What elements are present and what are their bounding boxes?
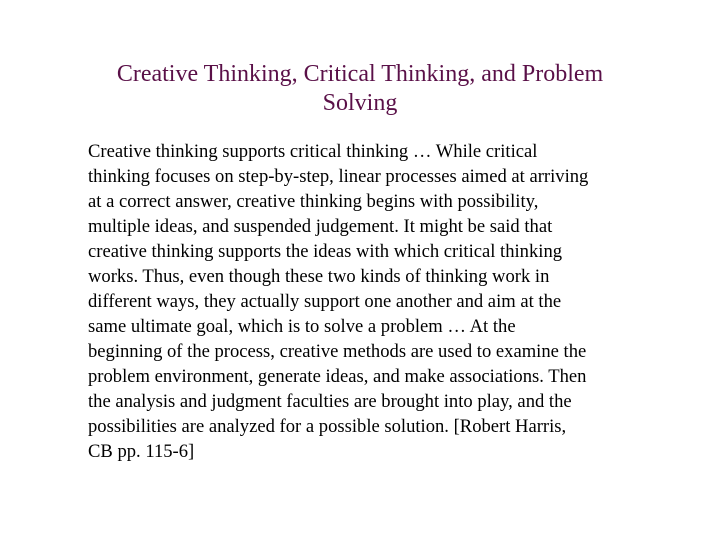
body-line: problem environment, generate ideas, and make associations. Then xyxy=(88,366,587,387)
body-line: same ultimate goal, which is to solve a problem … At the xyxy=(88,316,516,337)
body-line: multiple ideas, and suspended judgement. It might be said that xyxy=(88,216,553,237)
slide-body-text xyxy=(88,139,660,464)
body-line: creative thinking supports the ideas with which critical thinking xyxy=(88,241,563,262)
body-line: CB pp. 115-6] xyxy=(88,441,195,462)
body-line: works. Thus, even though these two kinds of thinking work in xyxy=(88,266,550,287)
body-line: thinking focuses on step-by-step, linear processes aimed at arriving xyxy=(88,166,589,187)
body-line: the analysis and judgment faculties are brought into play, and the xyxy=(88,391,572,412)
body-line: possibilities are analyzed for a possible solution. [Robert Harris, xyxy=(88,416,567,437)
body-line: different ways, they actually support one another and aim at the xyxy=(88,291,562,312)
slide-title-line: Creative Thinking, Critical Thinking, and Problem xyxy=(116,61,604,87)
body-line: Creative thinking supports critical thinking … While critical xyxy=(88,141,538,162)
slide-title xyxy=(60,60,660,118)
body-line: beginning of the process, creative methods are used to examine the xyxy=(88,341,587,362)
slide-title-line: Solving xyxy=(322,90,398,116)
body-line: at a correct answer, creative thinking begins with possibility, xyxy=(88,191,539,212)
